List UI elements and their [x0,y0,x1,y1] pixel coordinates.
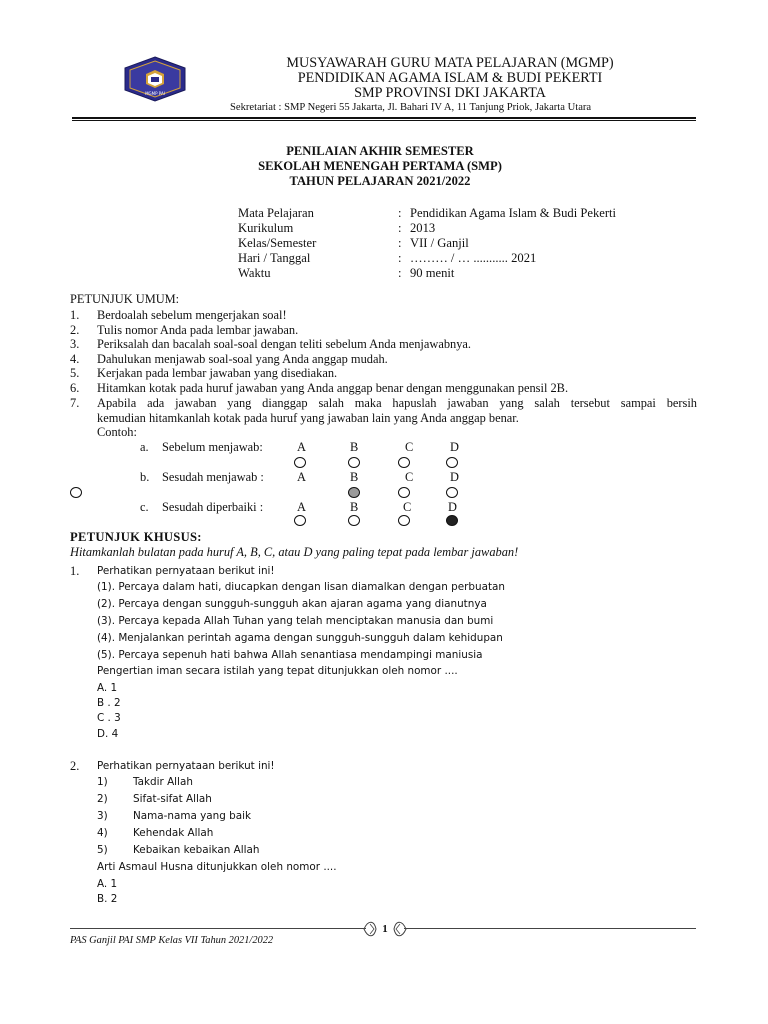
answer-bubble [398,457,410,468]
footer-text: PAS Ganjil PAI SMP Kelas VII Tahun 2021/2022 [70,935,274,946]
info-colon: : [398,236,402,250]
answer-option: A. 1 [97,682,118,694]
mgmp-logo [124,56,186,102]
example-letter: c. [140,500,149,514]
question-text: Pengertian iman secara istilah yang tepat ditunjukkan oleh nomor .... [97,665,458,677]
option-letter: A [297,500,306,514]
option-letter: A [297,470,306,484]
instruction-number: 7. [70,396,80,410]
info-key: Kelas/Semester [238,236,317,250]
statement: (4). Menjalankan perintah agama dengan sungguh-sungguh dalam kehidupan [97,632,503,644]
instruction-text: Kerjakan pada lembar jawaban yang disediakan. [97,366,338,380]
statement-number: 2) [97,793,108,805]
answer-bubble-shaded [348,487,360,498]
instruction-text: Berdoalah sebelum mengerjakan soal! [97,308,287,322]
statement: Nama-nama yang baik [133,810,251,822]
answer-bubble [398,487,410,498]
specific-instructions-text: Hitamkanlah bulatan pada huruf A, B, C, atau D yang paling tepat pada lembar jawaban! [70,545,519,559]
info-value: 2013 [410,221,436,235]
info-colon: : [398,251,402,265]
info-colon: : [398,206,402,220]
instruction-text: Periksalah dan bacalah soal-soal dengan teliti sebelum Anda menjawabnya. [97,337,472,351]
info-key: Waktu [238,266,271,280]
instruction-text: Dahulukan menjawab soal-soal yang Anda anggap mudah. [97,352,388,366]
option-letter: B [350,500,359,514]
instruction-text: Tulis nomor Anda pada lembar jawaban. [97,323,299,337]
header-line-1: MUSYAWARAH GURU MATA PELAJARAN (MGMP) [286,55,614,71]
option-letter: C [405,440,414,454]
svg-text:MGMP PAI: MGMP PAI [145,91,165,96]
answer-option: B . 2 [97,697,121,709]
answer-bubble [294,515,306,526]
instruction-number: 4. [70,352,80,366]
example-letter: a. [140,440,149,454]
answer-bubble [294,457,306,468]
page-number: 1 [382,923,388,935]
answer-bubble [348,457,360,468]
info-value: Pendidikan Agama Islam & Budi Pekerti [410,206,617,220]
info-value: ……… / … ........... 2021 [410,251,537,265]
header-rule-thick [72,117,696,119]
option-letter: B [350,470,359,484]
general-instructions-heading: PETUNJUK UMUM: [70,292,180,306]
option-letter: D [450,470,459,484]
question-number: 2. [70,759,80,773]
header-rule-thin [72,120,696,121]
statement-number: 4) [97,827,108,839]
statement: (2). Percaya dengan sungguh-sungguh akan ajaran agama yang dianutnya [97,598,487,610]
info-key: Hari / Tanggal [238,251,311,265]
answer-option: C . 3 [97,712,121,724]
secretariat-address: Sekretariat : SMP Negeri 55 Jakarta, Jl. Bahari IV A, 11 Tanjung Priok, Jakarta Utara [230,102,592,113]
answer-bubble [348,515,360,526]
answer-bubble [446,487,458,498]
instruction-number: 1. [70,308,80,322]
answer-bubble [446,457,458,468]
instruction-number: 2. [70,323,80,337]
option-letter: C [405,470,414,484]
answer-option: A. 1 [97,878,118,890]
header-line-2: PENDIDIKAN AGAMA ISLAM & BUDI PEKERTI [297,70,603,86]
option-letter: A [297,440,306,454]
example-caption: Sesudah menjawab : [162,470,264,484]
question-stem: Perhatikan pernyataan berikut ini! [97,565,275,577]
info-key: Kurikulum [238,221,294,235]
instruction-number: 3. [70,337,80,351]
statement: (5). Percaya sepenuh hati bahwa Allah senantiasa mendampingi maniusia [97,649,483,661]
question-number: 1. [70,564,80,578]
question-text: Arti Asmaul Husna ditunjukkan oleh nomor .... [97,861,337,873]
instruction-number: 5. [70,366,80,380]
option-letter: B [350,440,359,454]
statement: Kebaikan kebaikan Allah [133,844,260,856]
answer-option: D. 4 [97,728,119,740]
specific-instructions-heading: PETUNJUK KHUSUS: [70,530,202,544]
statement: (3). Percaya kepada Allah Tuhan yang telah menciptakan manusia dan bumi [97,615,494,627]
option-letter: D [448,500,457,514]
answer-bubble-filled [446,515,458,526]
statement: (1). Percaya dalam hati, diucapkan dengan lisan diamalkan dengan perbuatan [97,581,505,593]
exam-title: PENILAIAN AKHIR SEMESTER [286,144,474,158]
statement: Kehendak Allah [133,827,214,839]
example-caption: Sesudah diperbaiki : [162,500,264,514]
example-caption: Sebelum menjawab: [162,440,263,454]
answer-option: B. 2 [97,893,118,905]
header-line-3: SMP PROVINSI DKI JAKARTA [354,85,546,101]
exam-school-level: SEKOLAH MENENGAH PERTAMA (SMP) [258,159,502,173]
statement: Sifat-sifat Allah [133,793,212,805]
info-key: Mata Pelajaran [238,206,314,220]
option-letter: C [403,500,412,514]
instruction-number: 6. [70,381,80,395]
footer-rule-left [70,928,366,929]
statement-number: 5) [97,844,108,856]
instruction-text: Apabila ada jawaban yang dianggap salah maka hapuslah jawaban yang salah tersebut sampai bersih [97,396,697,410]
footer-rule-right [404,928,696,929]
info-colon: : [398,221,402,235]
instruction-text: Hitamkan kotak pada huruf jawaban yang Anda anggap benar dengan menggunakan pensil 2B. [97,381,569,395]
question-stem: Perhatikan pernyataan berikut ini! [97,760,275,772]
info-colon: : [398,266,402,280]
option-letter: D [450,440,459,454]
info-value: VII / Ganjil [410,236,469,250]
answer-bubble [398,515,410,526]
answer-bubble [70,487,82,498]
info-value: 90 menit [410,266,455,280]
example-label: Contoh: [97,425,137,439]
statement-number: 1) [97,776,108,788]
example-letter: b. [140,470,150,484]
statement-number: 3) [97,810,108,822]
instruction-text-continued: kemudian hitamkanlah kotak pada huruf yang jawaban lain yang Anda anggap benar. [97,411,519,425]
statement: Takdir Allah [133,776,193,788]
exam-academic-year: TAHUN PELAJARAN 2021/2022 [289,174,471,188]
